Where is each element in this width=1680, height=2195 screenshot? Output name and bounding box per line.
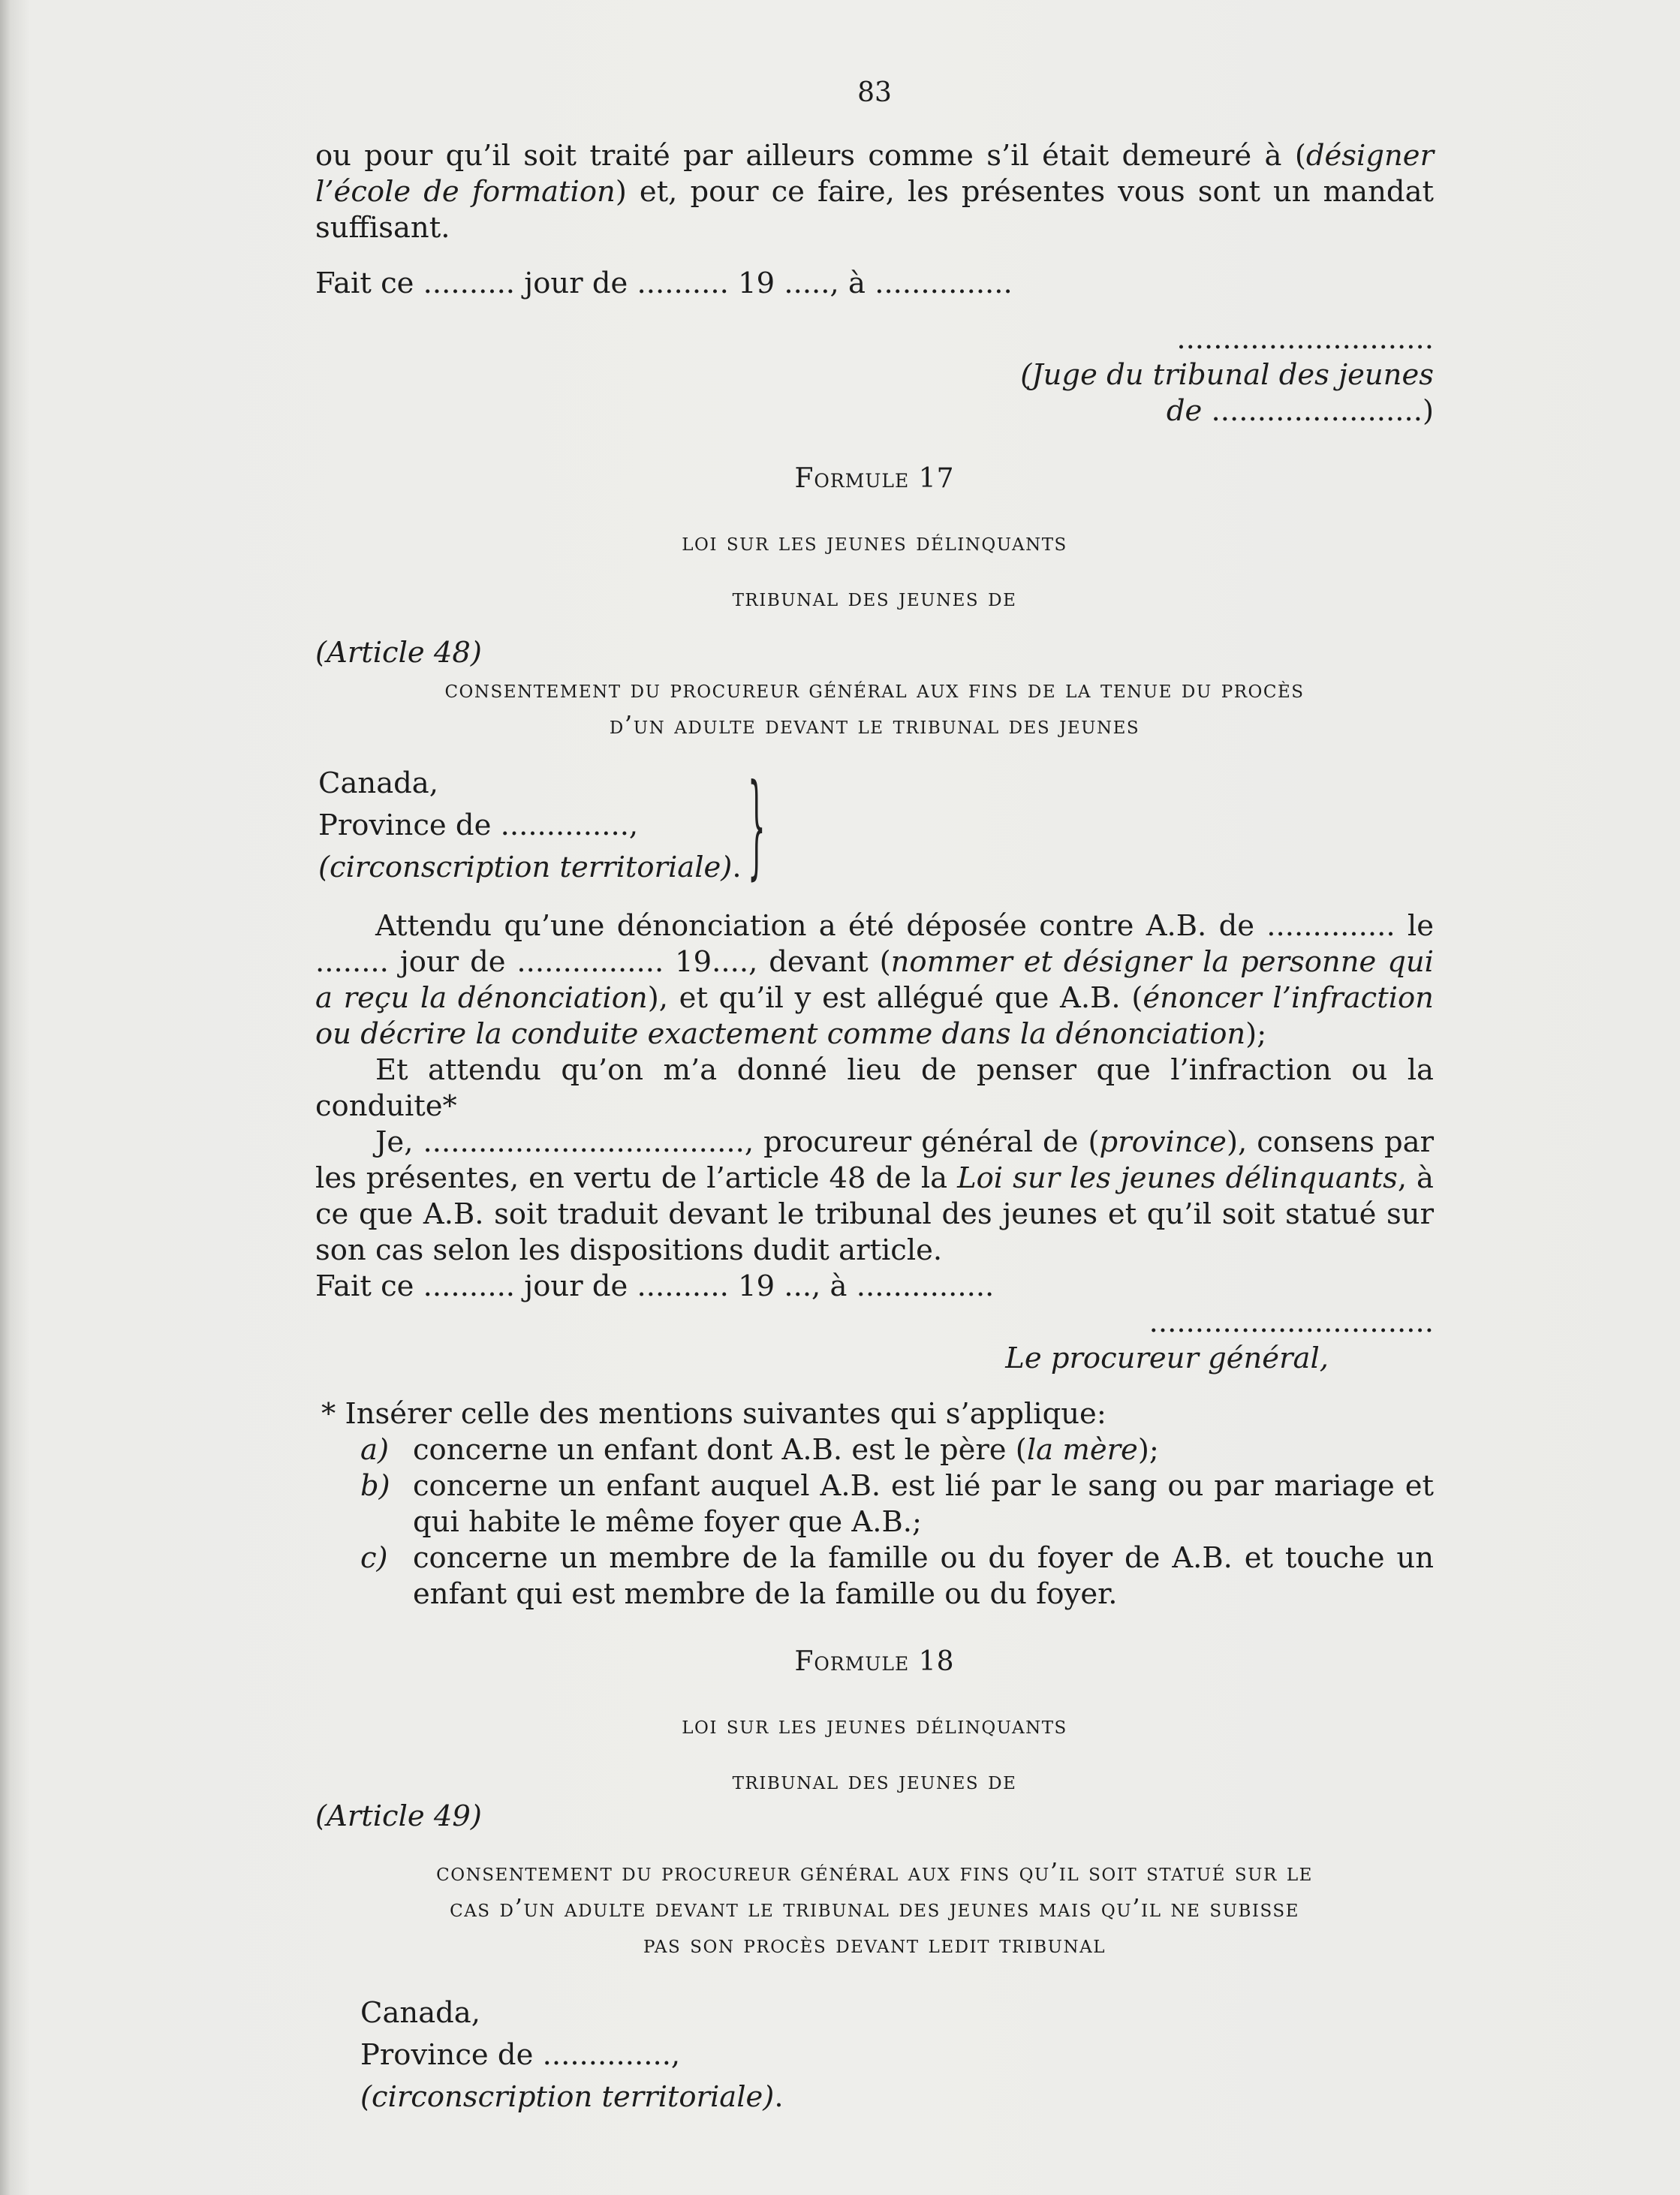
form-18-article: (Article 49) xyxy=(315,1799,482,1833)
form-17-whereas-1: Attendu qu’une dénonciation a été déposée contre A.B. de .............. le ........ jour de ................ 19...., devant (nommer et désigner la personne qui a reçu la dénonciation), et qu’il y est allégué que A.B. (énoncer l’infraction ou décrire la conduite exactement comme dans la dénonciation); xyxy=(315,909,1434,1051)
judge-signature-2: de .......................) xyxy=(1166,394,1434,428)
judge-dots: ............................ xyxy=(1176,322,1434,356)
judge-signature: (Juge du tribunal des jeunes xyxy=(1020,358,1434,392)
list-item: b) concerne un enfant auquel A.B. est lié par le sang ou par mariage et qui habite le même foyer que A.B.; xyxy=(360,1469,1434,1539)
form-18-act: loi sur les jeunes délinquants xyxy=(682,1710,1067,1739)
page-content xyxy=(315,75,1434,2118)
list-item: c) concerne un membre de la famille ou du foyer de A.B. et touche un enfant qui est membre de la famille ou du foyer. xyxy=(360,1541,1434,1611)
form-17-consent: Je, ..................................., procureur général de (province), consens par les présentes, en vertu de l’article 48 de la Loi sur les jeunes délinquants, à ce que A.B. soit traduit devant le tribunal des jeunes et qu’il soit statué sur son cas selon les dispositions dudit article. xyxy=(315,1125,1434,1267)
list-item: a) concerne un enfant dont A.B. est le père (la mère); xyxy=(360,1433,1159,1467)
brace-symbol: } xyxy=(747,760,766,891)
form-17-court: tribunal des jeunes de xyxy=(732,583,1017,612)
form-17-venue xyxy=(318,760,1434,891)
fait-ce-line-1: Fait ce .......... jour de .......... 19 ....., à ............... xyxy=(315,266,1013,300)
form-17-article: (Article 48) xyxy=(315,636,482,670)
form-17-heading-2: d’un adulte devant le tribunal des jeunes xyxy=(609,710,1140,739)
fait-ce-line-2: Fait ce .......... jour de .......... 19 ..., à ............... xyxy=(315,1269,995,1303)
form-18-title: Formule 18 xyxy=(794,1646,955,1677)
form-18-heading-3: pas son procès devant ledit tribunal xyxy=(643,1929,1106,1959)
venue-canada: Canada, xyxy=(318,766,438,800)
venue-district: (circonscription territoriale). xyxy=(360,2080,784,2114)
venue-district: (circonscription territoriale). xyxy=(318,851,742,884)
form-18-court: tribunal des jeunes de xyxy=(732,1766,1017,1795)
form-17-whereas-2: Et attendu qu’on m’a donné lieu de penser que l’infraction ou la conduite* xyxy=(315,1053,1434,1123)
form-18-venue xyxy=(318,1992,1434,2118)
form-17-act: loi sur les jeunes délinquants xyxy=(682,527,1067,556)
venue-province: Province de .............., xyxy=(360,2038,681,2072)
form-17-heading-1: consentement du procureur général aux fins de la tenue du procès xyxy=(444,674,1305,703)
venue-province: Province de .............., xyxy=(318,808,639,842)
continuation-paragraph: ou pour qu’il soit traité par ailleurs comme s’il était demeuré à (désigner l’école de formation) et, pour ce faire, les présentes vous sont un mandat suffisant. xyxy=(315,139,1434,245)
form-17-title: Formule 17 xyxy=(794,463,955,494)
venue-canada: Canada, xyxy=(360,1996,480,2030)
page-number: 83 xyxy=(857,77,892,108)
footnote-list xyxy=(360,1432,1434,1612)
form-18-heading-1: consentement du procureur général aux fins qu’il soit statué sur le xyxy=(436,1857,1313,1886)
footnote-intro: * Insérer celle des mentions suivantes qui s’applique: xyxy=(321,1397,1106,1431)
ag-signature: Le procureur général, xyxy=(1005,1341,1329,1375)
ag-dots: ............................... xyxy=(1149,1305,1434,1339)
form-18-heading-2: cas d’un adulte devant le tribunal des jeunes mais qu’il ne subisse xyxy=(450,1893,1299,1923)
